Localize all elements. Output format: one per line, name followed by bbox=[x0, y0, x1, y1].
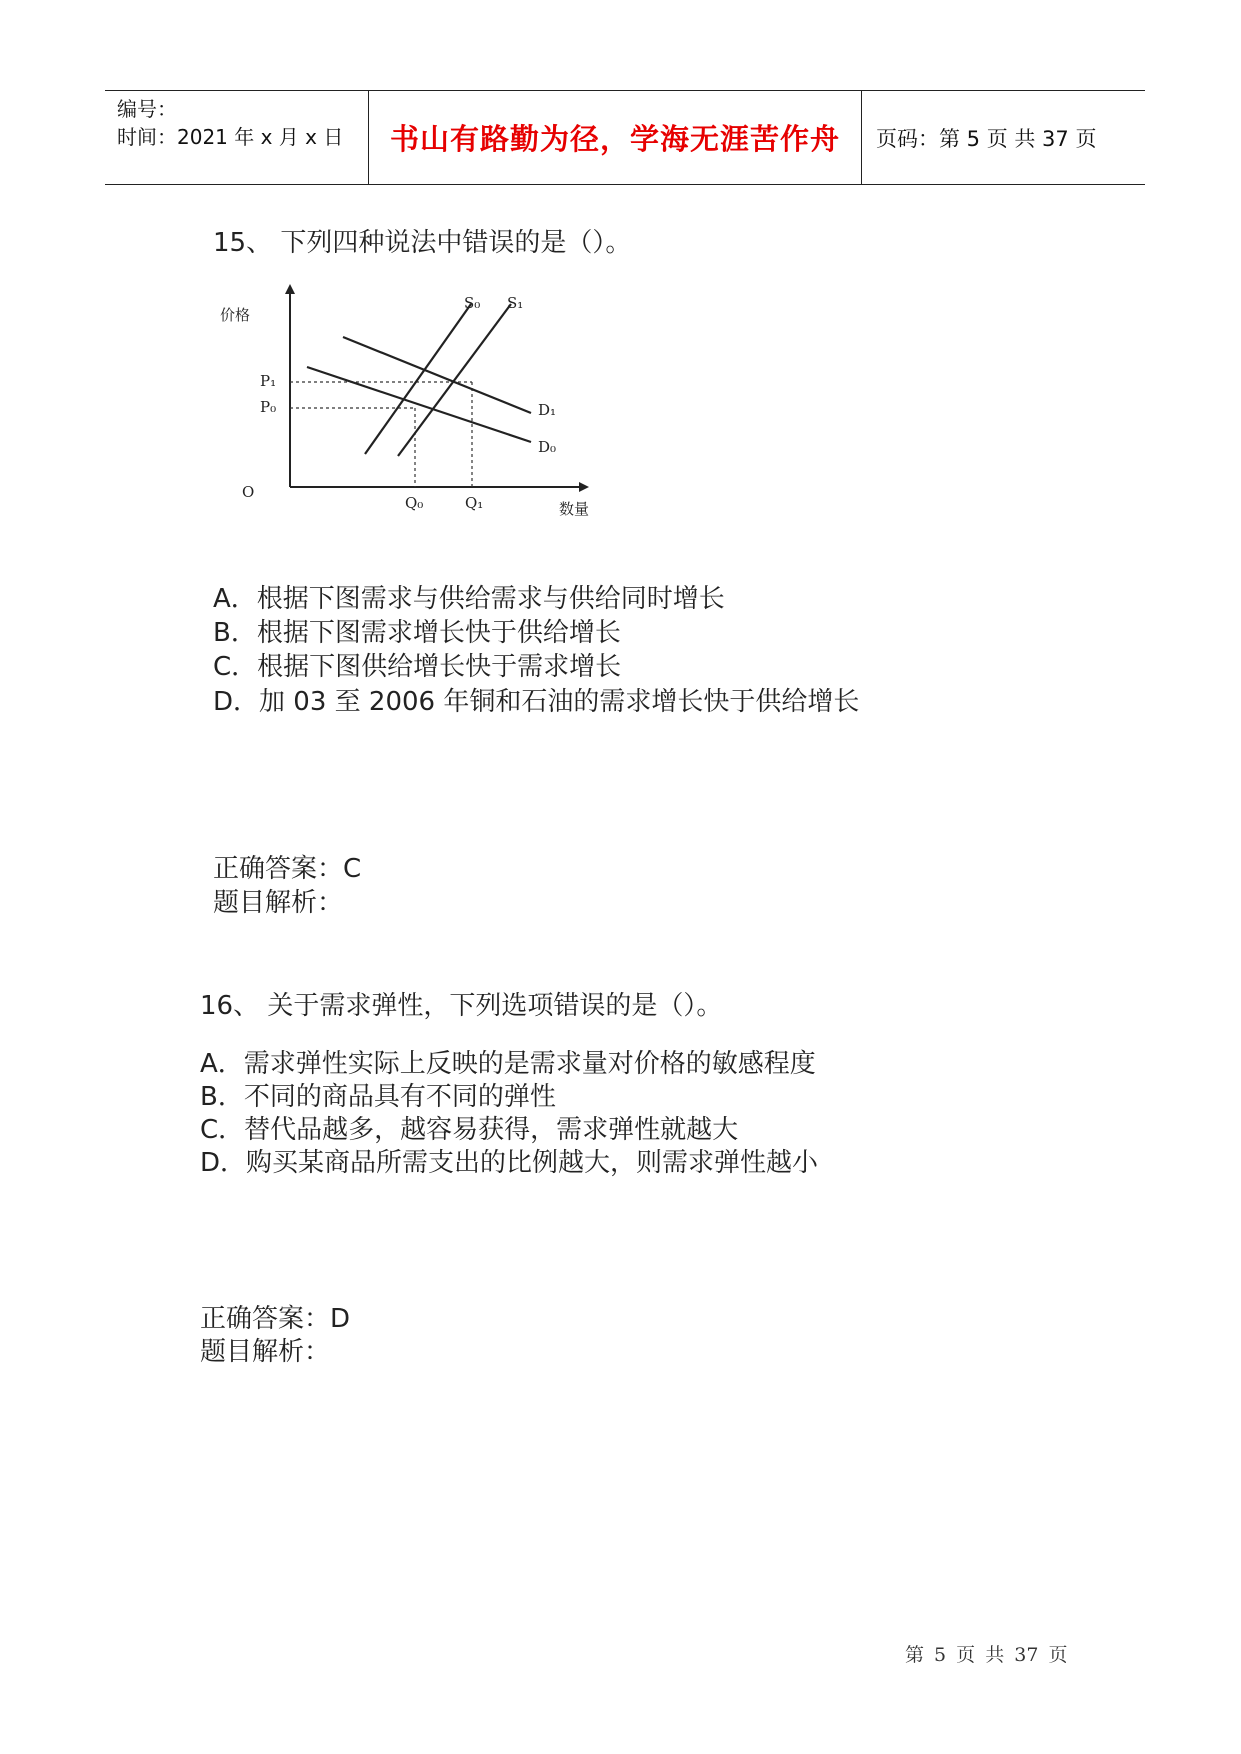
q16-answer: 正确答案：D bbox=[200, 1304, 351, 1334]
series-d1-line bbox=[343, 337, 531, 413]
x-axis-arrow bbox=[579, 482, 589, 492]
q15-answer: 正确答案：C bbox=[213, 854, 362, 884]
y-tick-p1: P₁ bbox=[260, 372, 277, 390]
supply-demand-chart bbox=[205, 282, 695, 522]
time-label: 时间：2021 年 x 月 x 日 bbox=[117, 125, 344, 149]
series-d1-label: D₁ bbox=[538, 401, 557, 419]
header-motto-cell bbox=[369, 91, 862, 184]
series-s0-label: S₀ bbox=[464, 294, 481, 312]
x-tick-q1: Q₁ bbox=[465, 494, 484, 512]
motto-text: 书山有路勤为径，学海无涯苦作舟 bbox=[389, 122, 840, 156]
origin-label: O bbox=[242, 483, 255, 501]
page-footer: 第 5 页 共 37 页 bbox=[905, 1644, 1068, 1666]
q15-option-c: C．根据下图供给增长快于需求增长 bbox=[213, 652, 622, 682]
x-axis-label: 数量 bbox=[559, 500, 590, 518]
q16-option-c: C．替代品越多，越容易获得，需求弹性就越大 bbox=[200, 1115, 739, 1145]
q16-option-d: D．购买某商品所需支出的比例越大，则需求弹性越小 bbox=[200, 1148, 819, 1178]
q16-option-a: A．需求弹性实际上反映的是需求量对价格的敏感程度 bbox=[200, 1049, 816, 1079]
x-tick-q0: Q₀ bbox=[405, 494, 424, 512]
q15-option-b: B．根据下图需求增长快于供给增长 bbox=[213, 618, 621, 648]
q16-analysis: 题目解析： bbox=[200, 1337, 331, 1367]
y-axis-label: 价格 bbox=[220, 306, 251, 324]
q15-option-d: D．加 03 至 2006 年铜和石油的需求增长快于供给增长 bbox=[213, 687, 860, 717]
q15-analysis: 题目解析： bbox=[213, 888, 344, 918]
page-label: 页码：第 5 页 共 37 页 bbox=[876, 126, 1097, 151]
q16-option-b: B．不同的商品具有不同的弹性 bbox=[200, 1082, 556, 1112]
header-info-cell bbox=[105, 91, 369, 184]
number-label: 编号： bbox=[117, 97, 177, 121]
y-axis-arrow bbox=[285, 284, 295, 294]
series-s1-label: S₁ bbox=[507, 294, 524, 312]
q16-title: 16、 关于需求弹性，下列选项错误的是（）。 bbox=[200, 991, 723, 1021]
series-d0-label: D₀ bbox=[538, 438, 557, 456]
y-tick-p0: P₀ bbox=[260, 398, 277, 416]
q15-option-a: A．根据下图需求与供给需求与供给同时增长 bbox=[213, 584, 725, 614]
q15-title: 15、 下列四种说法中错误的是（）。 bbox=[213, 228, 632, 258]
page-header bbox=[105, 90, 1145, 185]
